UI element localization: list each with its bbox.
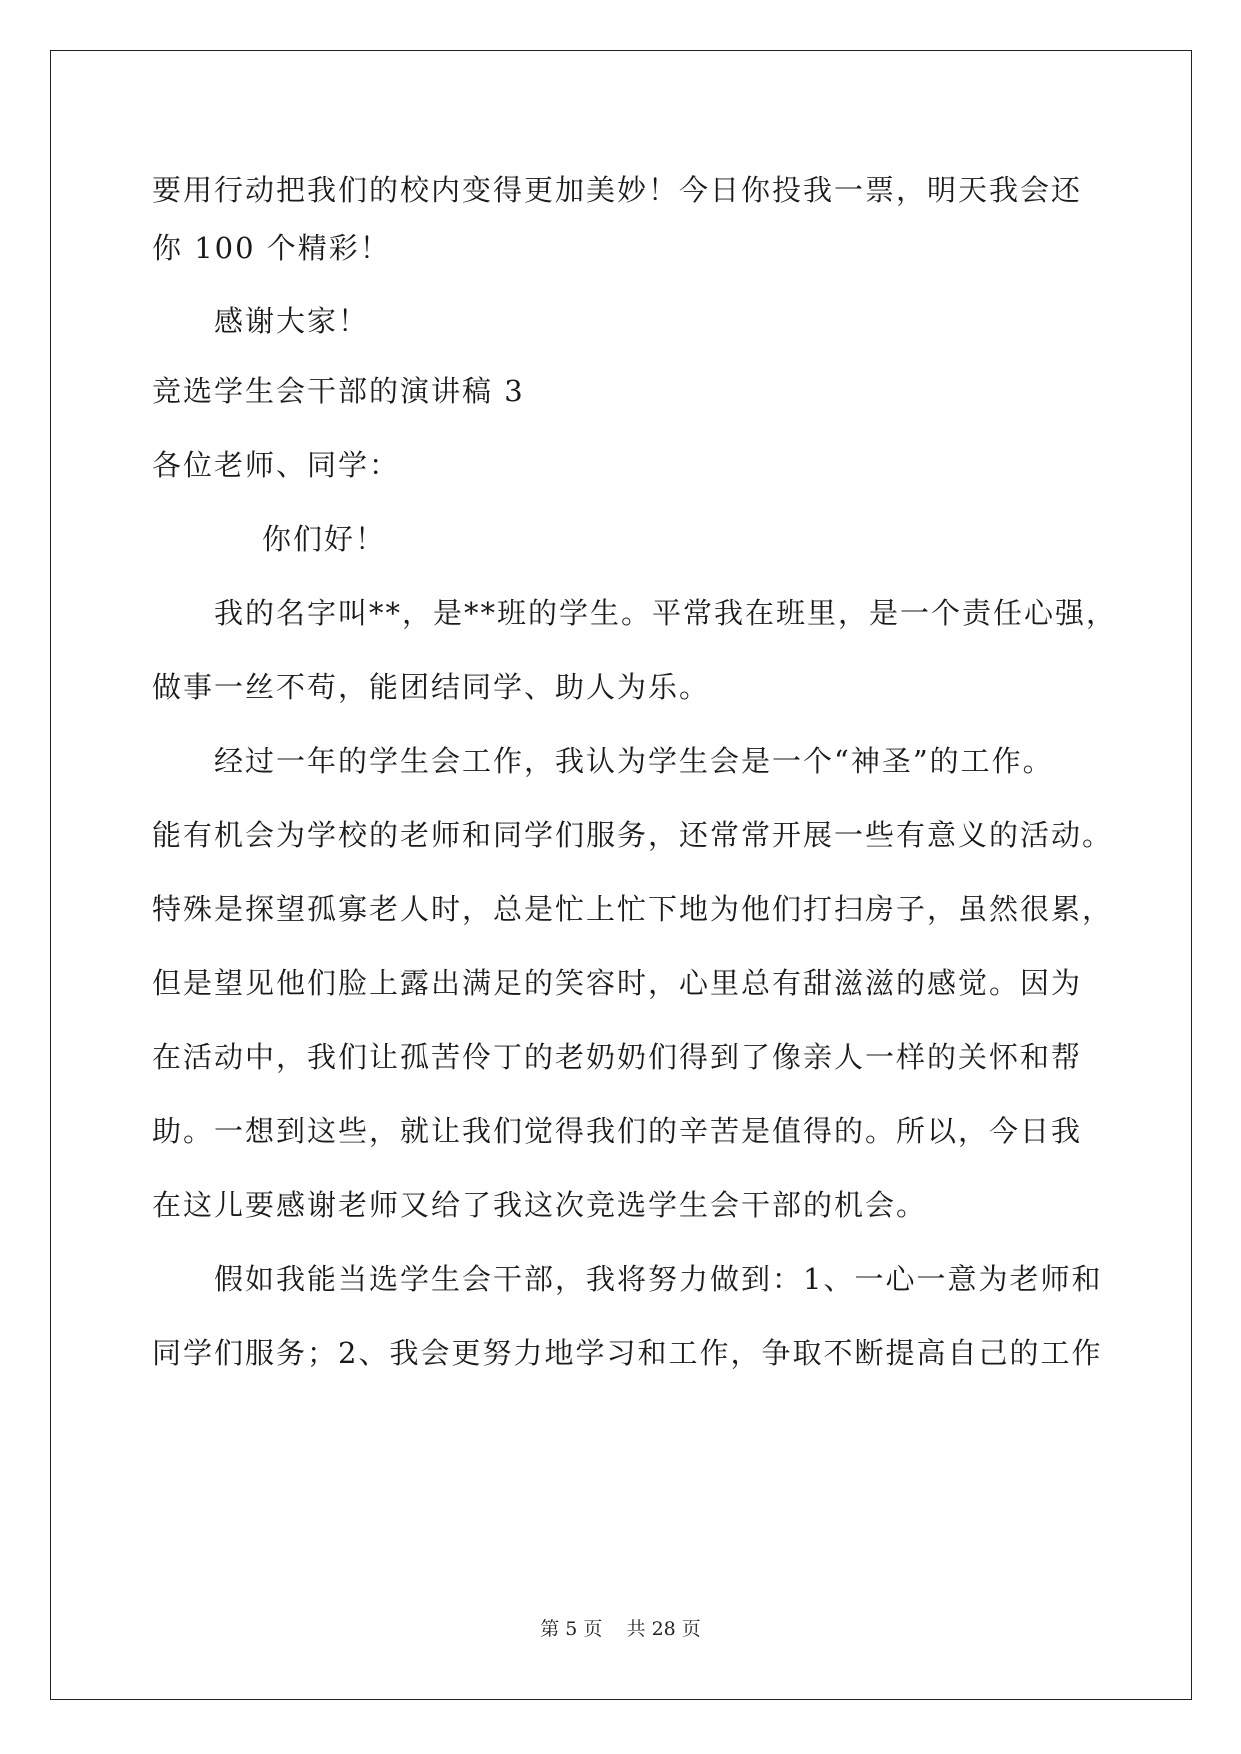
text-line: 我的名字叫**，是**班的学生。平常我在班里，是一个责任心强， xyxy=(214,596,1118,630)
section-heading: 竞选学生会干部的演讲稿 3 xyxy=(152,374,525,408)
greeting: 你们好！ xyxy=(262,522,387,556)
text-line: 特殊是探望孤寡老人时，总是忙上忙下地为他们打扫房子，虽然很累， xyxy=(152,892,1114,926)
text-line: 在活动中，我们让孤苦伶丁的老奶奶们得到了像亲人一样的关怀和帮 xyxy=(152,1040,1083,1074)
text-line: 感谢大家！ xyxy=(214,304,370,338)
text-line: 你 100 个精彩！ xyxy=(152,231,391,265)
page-border xyxy=(50,50,1192,1700)
salutation: 各位老师、同学： xyxy=(152,448,401,482)
text-line: 在这儿要感谢老师又给了我这次竞选学生会干部的机会。 xyxy=(152,1188,928,1222)
text-line: 做事一丝不苟，能团结同学、助人为乐。 xyxy=(152,670,711,704)
text-line: 但是望见他们脸上露出满足的笑容时，心里总有甜滋滋的感觉。因为 xyxy=(152,966,1083,1000)
page-number-footer: 第 5 页 共 28 页 xyxy=(540,1618,701,1640)
text-line: 同学们服务；2、我会更努力地学习和工作，争取不断提高自己的工作 xyxy=(152,1336,1103,1370)
text-line: 要用行动把我们的校内变得更加美妙！今日你投我一票，明天我会还 xyxy=(152,173,1083,207)
text-line: 假如我能当选学生会干部，我将努力做到：1、一心一意为老师和 xyxy=(214,1262,1103,1296)
text-line: 经过一年的学生会工作，我认为学生会是一个“神圣”的工作。 xyxy=(214,744,1054,778)
text-line: 助。一想到这些，就让我们觉得我们的辛苦是值得的。所以，今日我 xyxy=(152,1114,1083,1148)
text-line: 能有机会为学校的老师和同学们服务，还常常开展一些有意义的活动。 xyxy=(152,818,1114,852)
